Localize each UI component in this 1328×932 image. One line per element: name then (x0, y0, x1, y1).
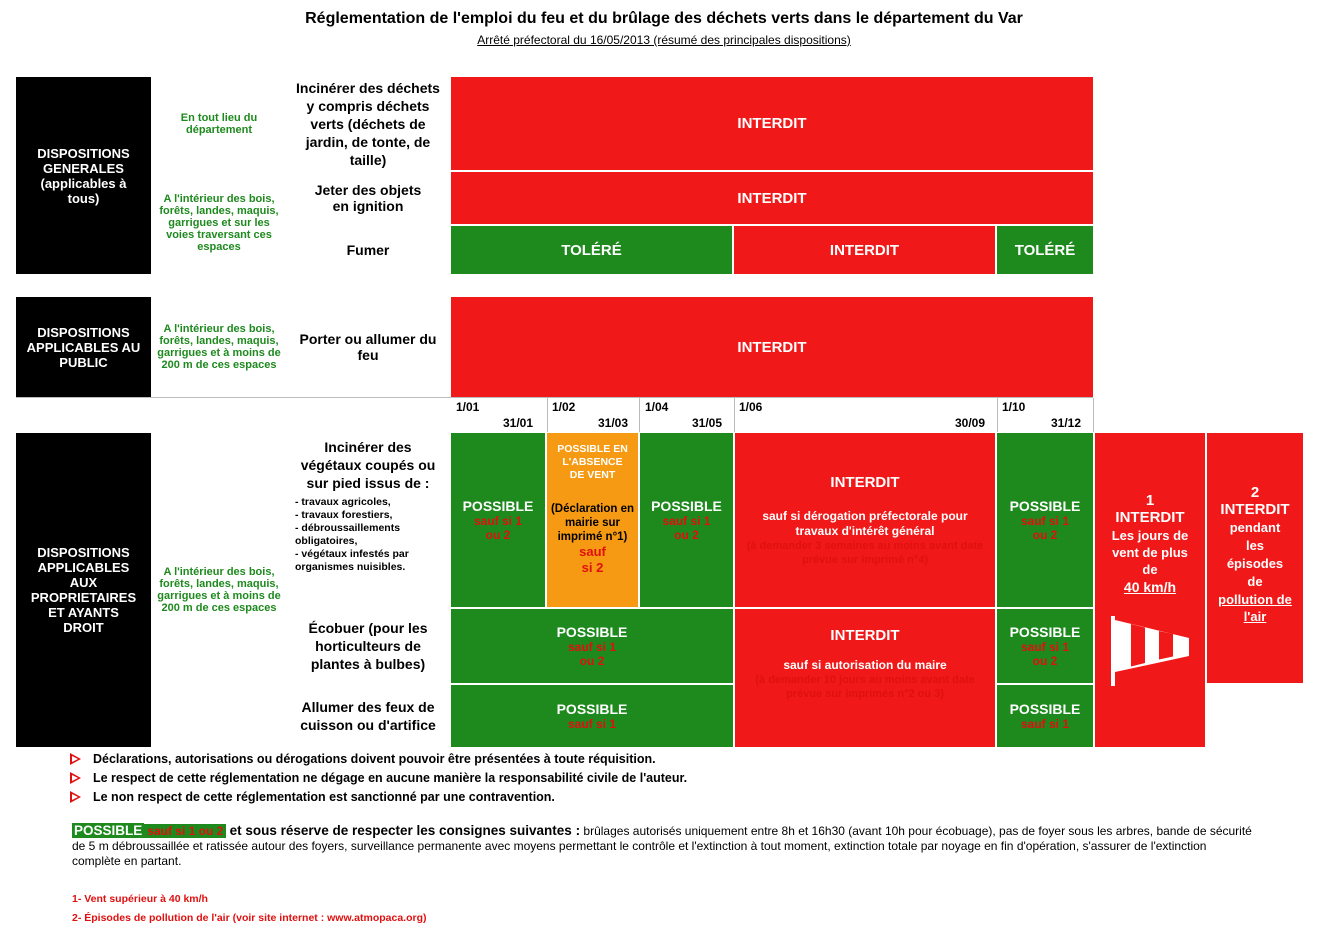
orange-decl: (Déclaration en mairie sur imprimé n°1) (550, 503, 635, 543)
page-title: Réglementation de l'emploi du feu et du brûlage des déchets verts dans le département du Var (305, 10, 1023, 27)
owners-r2-oct-status (997, 609, 1093, 683)
public-label: DISPOSITIONS APPLICABLES AU PUBLIC (16, 297, 151, 397)
general-row2-status: INTERDIT (451, 172, 1093, 224)
possible-label: POSSIBLE (462, 498, 534, 514)
owners-action-2: Écobuer (pour les horticulteurs de plantes à bulbes) (287, 609, 449, 683)
possible-label: POSSIBLE (1009, 701, 1081, 717)
list-item: - travaux forestiers, (295, 509, 393, 521)
public-status: INTERDIT (451, 297, 1093, 397)
triangle-bullet-icon (70, 753, 81, 765)
page-subtitle: Arrêté préfectoral du 16/05/2013 (résumé des principales dispositions) (477, 33, 851, 47)
general-row1-status: INTERDIT (451, 77, 1093, 170)
possible-label: POSSIBLE (1009, 624, 1081, 640)
sauf-label: sauf si 1 (567, 717, 617, 731)
possible-label: POSSIBLE (1009, 498, 1081, 514)
owners-area: A l'intérieur des bois, forêts, landes, maquis, garrigues et à moins de 200 m de ces espaces (153, 433, 285, 747)
general-area-1: En tout lieu du département (153, 77, 285, 170)
interdit-label: INTERDIT (830, 627, 900, 644)
general-label: DISPOSITIONS GENERALES (applicables à tous) (16, 77, 151, 274)
interdit-label: INTERDIT (830, 473, 900, 491)
owners-action-1-items (287, 492, 449, 574)
smoking-tolerated-status-2: TOLÉRÉ (997, 226, 1093, 274)
wind-title: INTERDIT (1115, 509, 1185, 526)
sauf-label: sauf si 1 ou 2 (1020, 640, 1070, 668)
owners-r3-oct-status (997, 685, 1093, 747)
wind-speed: 40 km/h (1123, 579, 1177, 595)
owners-r1-apr-status (640, 433, 733, 607)
date-end-jan: 31/01 (503, 416, 534, 430)
public-action: Porter ou allumer du feu (287, 297, 449, 397)
wind-num: 1 (1145, 492, 1155, 509)
smoking-tolerated-status: TOLÉRÉ (451, 226, 732, 274)
owners-action-1-title: Incinérer des végétaux coupés ou sur pied issus de : (300, 439, 436, 491)
owners-action-1 (287, 433, 449, 607)
footer-legend-1: 1- Vent supérieur à 40 km/h (72, 893, 208, 905)
owners-r1-oct-status (997, 433, 1093, 607)
footer-legend-2: 2- Épisodes de pollution de l'air (voir site internet : www.atmopaca.org) (72, 912, 427, 924)
general-area-2: A l'intérieur des bois, forêts, landes, maquis, garrigues et sur les voies traversant ces espaces (153, 172, 285, 274)
footer-bold: et sous réserve de respecter les consignes suivantes : (229, 823, 581, 838)
owners-r3-jan-status (451, 685, 733, 747)
date-end-sep: 30/09 (955, 416, 986, 430)
derog-note: (à demander 3 semaines au moins avant date prévue sur imprimé n°4) (746, 539, 984, 566)
pollution-link: pollution de l'air (1218, 592, 1292, 624)
general-row3-action: Fumer (287, 226, 449, 274)
date-end-dec: 31/12 (1051, 416, 1082, 430)
possible-label: POSSIBLE (556, 701, 628, 717)
public-area: A l'intérieur des bois, forêts, landes, maquis, garrigues et à moins de 200 m de ces espaces (153, 297, 285, 397)
list-item: - travaux agricoles, (295, 496, 391, 508)
wind-text: Les jours de vent de plus de (1111, 528, 1189, 577)
list-item: - végétaux infestés par organismes nuisibles. (295, 548, 409, 573)
wind-column (1095, 433, 1205, 747)
general-row1-action: Incinérer des déchets y compris déchets verts (déchets de jardin, de tonte, de taille) (287, 77, 449, 170)
note-text: Le respect de cette réglementation ne dégage en aucune manière la responsabilité civile de l'auteur. (93, 771, 688, 785)
pollution-text: pendant les épisodes de (1226, 520, 1284, 589)
list-item: - débroussaillements obligatoires, (295, 522, 401, 547)
windsock-icon (1107, 616, 1193, 686)
sauf-label: sauf si 1 ou 2 (567, 640, 617, 668)
note-1 (70, 752, 656, 766)
date-start-jan: 1/01 (456, 400, 480, 414)
triangle-bullet-icon (70, 772, 81, 784)
triangle-bullet-icon (70, 791, 81, 803)
note-text: Déclarations, autorisations ou dérogations doivent pouvoir être présentées à toute réquisition. (93, 752, 656, 766)
date-start-feb: 1/02 (552, 400, 576, 414)
possible-label: POSSIBLE (556, 624, 628, 640)
smoking-forbidden-status: INTERDIT (734, 226, 995, 274)
date-start-jun: 1/06 (739, 400, 763, 414)
possible-label: POSSIBLE (651, 498, 722, 514)
pollution-num: 2 (1250, 484, 1260, 501)
date-start-apr: 1/04 (645, 400, 669, 414)
date-start-oct: 1/10 (1002, 400, 1026, 414)
pollution-column (1207, 433, 1303, 683)
footer-possible-badge: POSSIBLE (74, 823, 143, 838)
note-text: Le non respect de cette réglementation est sanctionné par une contravention. (93, 790, 555, 804)
footer-text: brûlages autorisés uniquement entre 8h et 16h30 (avant 10h pour écobuage), pas de foyer sous les arbres, bande de sécurité de 5 m débroussaillée et ratissée autour des foyers, surveillance permanente avec moyens permettant le contrôle et l'extinction à tout moment, extinction totale par noyage en fin d'opération, s'assurer de l'extinction complète en partant. (72, 824, 1252, 868)
auth-label: sauf si autorisation du maire (783, 658, 947, 672)
orange-sauf: sauf si 2 (579, 544, 606, 575)
owners-r2-jan-status (451, 609, 733, 683)
owners-r1-jun-status (735, 433, 995, 607)
derog-label: sauf si dérogation préfectorale pour travaux d'intérêt général (762, 508, 968, 538)
owners-r1-jan-status (451, 433, 545, 607)
owners-action-3: Allumer des feux de cuisson ou d'artifice (287, 685, 449, 747)
owners-r1-feb-status (547, 433, 638, 607)
sauf-label: sauf si 1 ou 2 (473, 514, 523, 542)
footer-sauf-badge: sauf si 1 ou 2 (144, 824, 226, 838)
owners-r2-jun-status (735, 609, 995, 747)
date-end-mar: 31/03 (598, 416, 629, 430)
footer-conditions (72, 823, 1257, 869)
sauf-label: sauf si 1 (1020, 717, 1070, 731)
sauf-label: sauf si 1 ou 2 (662, 514, 711, 542)
orange-title: POSSIBLE EN L'ABSENCE DE VENT (557, 443, 628, 481)
pollution-title: INTERDIT (1220, 501, 1290, 518)
note-3 (70, 790, 555, 804)
sauf-label: sauf si 1 ou 2 (1020, 514, 1070, 542)
general-row2-action: Jeter des objets en ignition (287, 172, 449, 224)
auth-note: (à demander 10 jours au moins avant date prévue sur imprimés n°2 ou 3) (755, 674, 975, 700)
owners-label: DISPOSITIONS APPLICABLES AUX PROPRIETAIRES ET AYANTS DROIT (16, 433, 151, 747)
date-end-may: 31/05 (692, 416, 723, 430)
note-2 (70, 771, 687, 785)
